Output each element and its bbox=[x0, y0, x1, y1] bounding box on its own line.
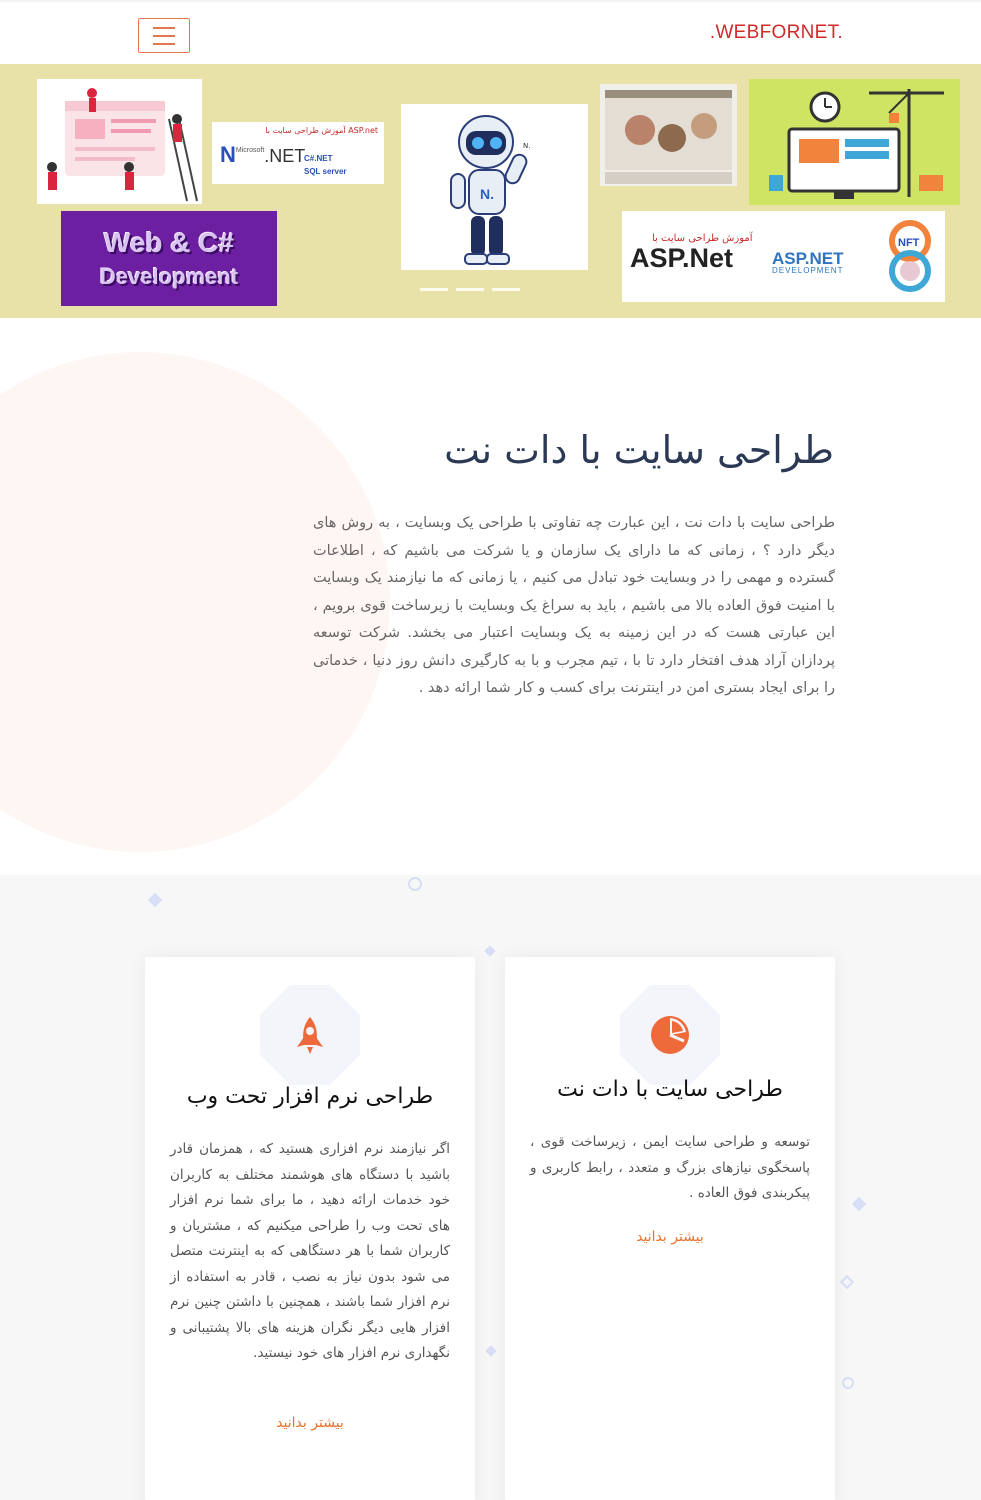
slide-indicator[interactable] bbox=[456, 288, 484, 291]
menu-bar-icon bbox=[153, 27, 175, 29]
rocket-icon bbox=[290, 1013, 330, 1057]
dotnet-rings-icon bbox=[880, 219, 944, 299]
services-section bbox=[0, 875, 981, 1500]
website-screenshot-thumbnail bbox=[600, 84, 737, 186]
service-description: توسعه و طراحی سایت ایمن ، زیرساخت قوی ، پاسخگوی نیازهای بزرگ و متعدد ، رابط کاربری و پیکربندی فوق العاده . bbox=[530, 1134, 810, 1201]
service-title: طراحی سایت با دات نت bbox=[557, 1077, 783, 1102]
svg-text:NFT: NFT bbox=[898, 237, 920, 249]
pie-chart-icon bbox=[648, 1013, 692, 1057]
site-header bbox=[0, 0, 981, 64]
service-card bbox=[145, 957, 475, 1500]
svg-text:N.: N. bbox=[523, 142, 531, 150]
menu-bar-icon bbox=[153, 43, 175, 45]
service-description: اگر نیازمند نرم افزاری هستید که ، همزمان قادر باشید با دستگاه های هوشمند مختلف به کاربران خود خدمات ارائه دهید ، ما برای شما نرم افزار های تحت وب را طراحی میکنیم که ، مشتریان و کاربران شما با هر دستگاهی که به اینترنت متصل می شود بدون نیاز به نصب ، قادر به استفاده از نرم افزار شما باشند ، همچنین با داشتن چنین نرم افزار هایی دیگر نگران هزینه های بالا پشتیبانی و نگهداری نرم افزار های خود نیستید. bbox=[170, 1141, 450, 1361]
diamond-decoration bbox=[485, 1345, 496, 1356]
web-team-illustration bbox=[37, 79, 202, 204]
hamburger-menu-button[interactable] bbox=[138, 18, 190, 53]
dotnet-course-tile: آموزش طراحی سایت با ASP.net $N^{Microsoft}.NET$ C#.NET SQL server bbox=[212, 122, 384, 184]
web-construction-illustration bbox=[749, 79, 960, 205]
hero-slider bbox=[0, 64, 981, 318]
ring-decoration bbox=[408, 877, 422, 891]
slide-indicator[interactable] bbox=[420, 288, 448, 291]
service-title: طراحی نرم افزار تحت وب bbox=[186, 1084, 434, 1109]
diamond-decoration bbox=[148, 893, 162, 907]
dotnet-logo: $N^{Microsoft}.NET$ bbox=[220, 142, 306, 167]
web-csharp-development-tile: Web & C# Development bbox=[61, 211, 277, 306]
slider-indicators bbox=[420, 288, 520, 291]
brand-logo[interactable]: .WEBFORNET. bbox=[709, 22, 843, 43]
aspnet-course-tile: آموزش طراحی سایت با ASP.Net ASP.NET DEVELOPMENT NFT bbox=[622, 211, 945, 302]
diamond-decoration bbox=[852, 1197, 866, 1211]
ring-decoration bbox=[842, 1377, 854, 1389]
learn-more-link[interactable]: بیشتر بدانید bbox=[636, 1229, 704, 1245]
menu-bar-icon bbox=[153, 35, 175, 37]
intro-paragraph: طراحی سایت با دات نت ، این عبارت چه تفاوتی با طراحی یک وبسایت ، به روش های دیگر دارد ؟ ، زمانی که ما دارای یک سازمان و یا شرکت می باشیم که ، اطلاعات گسترده و مهمی را در وبسایت خود تبادل می کنیم ، یا زمانی که ما نیازمند یک وبسایت با امنیت فوق العاده بالا می باشیم ، باید به سراغ یک وبسایت با زیرساخت قوی برویم ، این عبارتی هست که در این زمینه به یک وبسایت اعتبار می بخشد. شرکت توسعه پردازان آراد هدف افتخار دارد تا با ، تیم مجرب و با به کارگیری دانش روز دنیا ، خدماتی را برای ایجاد بستری امن در اینترنت برای کسب و کار شما ارائه دهد . bbox=[313, 515, 835, 696]
service-icon-badge bbox=[260, 985, 360, 1085]
slide-indicator[interactable] bbox=[492, 288, 520, 291]
learn-more-link[interactable]: بیشتر بدانید bbox=[276, 1415, 344, 1431]
robot-illustration bbox=[401, 104, 588, 270]
diamond-decoration bbox=[840, 1275, 854, 1289]
diamond-decoration bbox=[484, 945, 495, 956]
service-icon-badge bbox=[620, 985, 720, 1085]
svg-text:N.: N. bbox=[480, 186, 494, 202]
service-card bbox=[505, 957, 835, 1500]
intro-title: طراحی سایت با دات نت bbox=[444, 428, 834, 472]
